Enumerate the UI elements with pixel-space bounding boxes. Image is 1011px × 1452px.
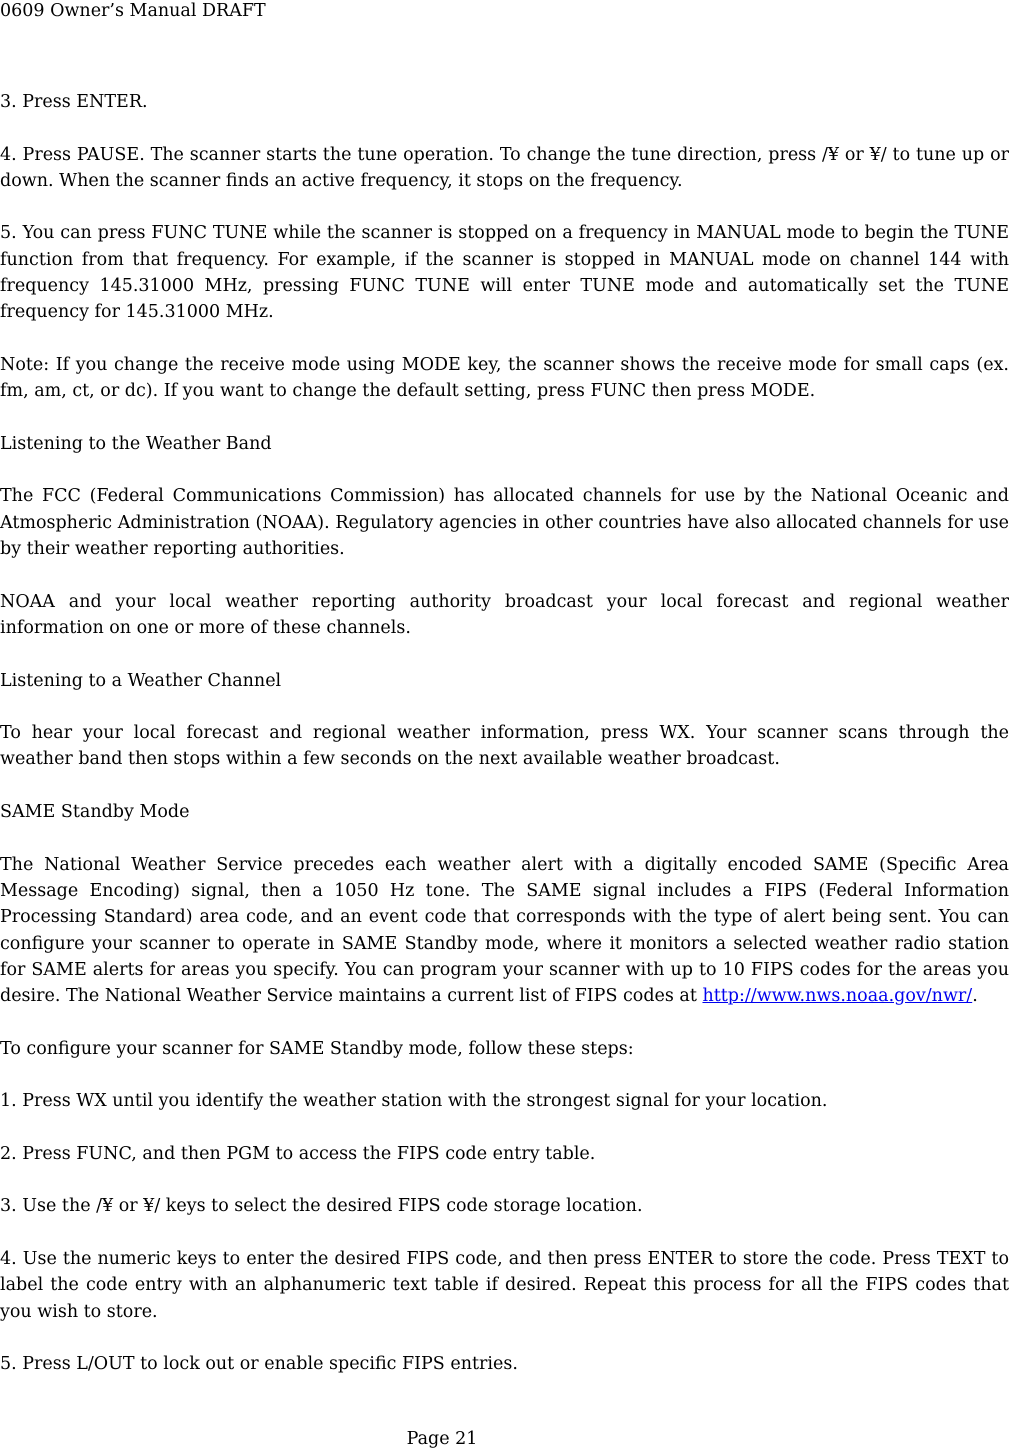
step-paragraph: 5. Press L/OUT to lock out or enable specific FIPS entries. <box>0 1354 518 1375</box>
step-paragraph: 3. Press ENTER. <box>0 92 148 112</box>
page-number: Page 21 <box>406 1429 478 1449</box>
body-paragraph: NOAA and your local weather reporting authority broadcast your local forecast and regional weather information on one or more of these channels. <box>0 591 1009 638</box>
same-description-end: . <box>972 986 978 1007</box>
section-heading-weather-channel: Listening to a Weather Channel <box>0 670 282 691</box>
body-paragraph: To hear your local forecast and regional weather information, press WX. Your scanner scans through the weather band then stops within a few seconds on the next available weather broadcast. <box>0 723 1009 770</box>
step-paragraph: 4. Press PAUSE. The scanner starts the tune operation. To change the tune direction, press /¥ or ¥/ to tune up or down. When the scanner finds an active frequency, it stops on the frequency. <box>0 144 1009 191</box>
nws-fips-link[interactable]: http://www.nws.noaa.gov/nwr/ <box>702 986 973 1007</box>
same-description-text: The National Weather Service precedes each weather alert with a digitally encoded SAME (Specific Area Message Encoding) signal, then a 1050 Hz tone. The SAME signal includes a FIPS (Federal Information Processing Standard) area code, and an event code that corresponds with the type of alert being sent. You can configure your scanner to operate in SAME Standby mode, where it monitors a selected weather radio station for SAME alerts for areas you specify. You can program your scanner with up to 10 FIPS codes for the areas you desire. The National Weather Service maintains a current list of FIPS codes at <box>0 854 1009 1007</box>
section-heading-same-standby: SAME Standby Mode <box>0 802 190 823</box>
body-paragraph: The FCC (Federal Communications Commission) has allocated channels for use by the National Oceanic and Atmospheric Administration (NOAA). Regulatory agencies in other countries have also allocated channels for use by their weather reporting authorities. <box>0 486 1009 560</box>
document-body <box>0 89 1009 1404</box>
body-paragraph: To configure your scanner for SAME Standby mode, follow these steps: <box>0 1038 634 1059</box>
section-heading-weather-band: Listening to the Weather Band <box>0 433 272 454</box>
step-paragraph: 2. Press FUNC, and then PGM to access the FIPS code entry table. <box>0 1143 596 1164</box>
step-paragraph: 4. Use the numeric keys to enter the desired FIPS code, and then press ENTER to store the code. Press TEXT to label the code entry with an alphanumeric text table if desired. Repeat this process for all the FIPS codes that you wish to store. <box>0 1249 1009 1322</box>
note-paragraph: Note: If you change the receive mode using MODE key, the scanner shows the receive mode for small caps (ex. fm, am, ct, or dc). If you want to change the default setting, press FUNC then press MODE. <box>0 354 1009 402</box>
step-paragraph: 1. Press WX until you identify the weather station with the strongest signal for your location. <box>0 1091 828 1112</box>
step-paragraph: 3. Use the /¥ or ¥/ keys to select the desired FIPS code storage location. <box>0 1196 643 1217</box>
step-paragraph: 5. You can press FUNC TUNE while the scanner is stopped on a frequency in MANUAL mode to begin the TUNE function from that frequency. For example, if the scanner is stopped in MANUAL mode on channel 144 with frequency 145.31000 MHz, pressing FUNC TUNE will enter TUNE mode and automatically set the TUNE frequency for 145.31000 MHz. <box>0 223 1009 323</box>
document-header: 0609 Owner’s Manual DRAFT <box>0 1 266 21</box>
body-paragraph-same <box>0 852 1009 1010</box>
